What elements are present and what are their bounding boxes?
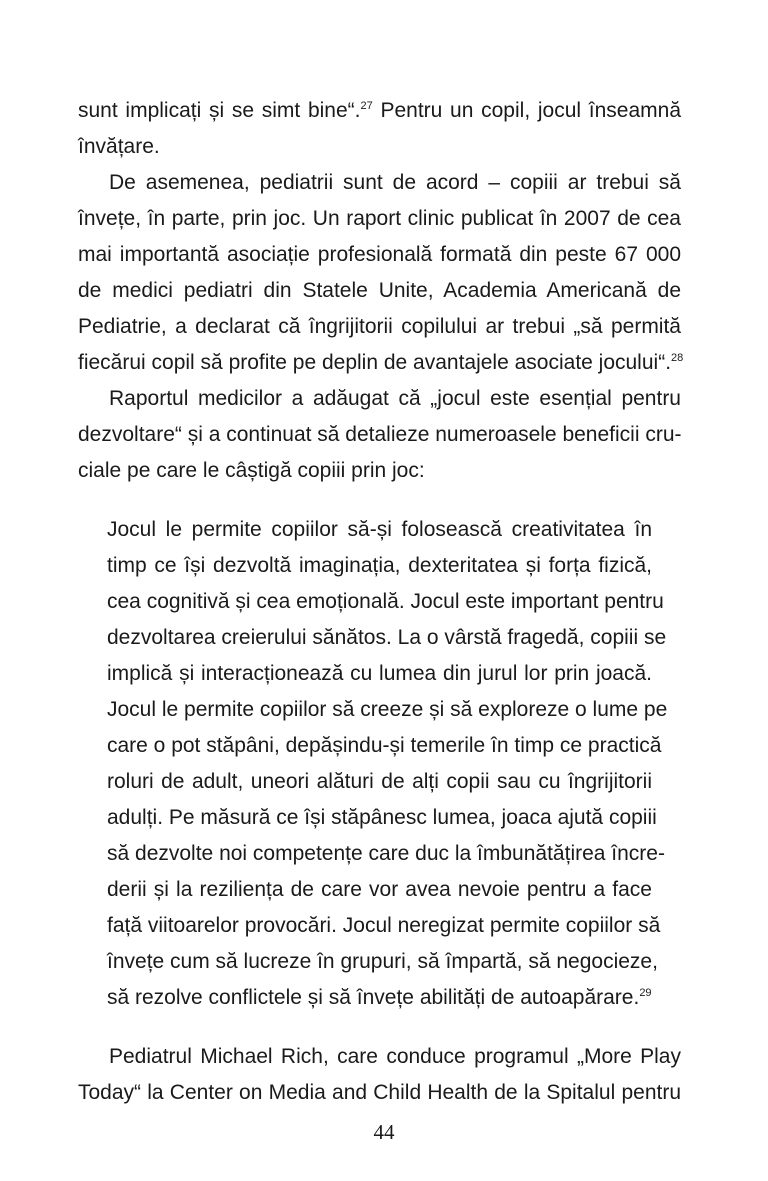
- body-line: Pediatrul Michael Rich, care conduce programul „More Play: [109, 1045, 681, 1068]
- quote-line: dezvoltarea creierului sănătos. La o vârstă fragedă, copiii se: [107, 626, 667, 649]
- body-line: sunt implicați și se simt bine“.$^{27}$ Pentru un copil, jocul înseamnă: [78, 99, 681, 122]
- quote-line: adulți. Pe măsură ce își stăpânesc lumea, joaca ajută copiii: [107, 806, 657, 829]
- page-number: 44: [373, 1120, 395, 1144]
- quote-line: roluri de adult, uneori alături de alți copii sau cu îngrijitorii: [107, 770, 652, 793]
- quote-line: față viitoarelor provocări. Jocul neregizat permite copiilor să: [107, 914, 661, 937]
- quote-line: Jocul le permite copiilor să creeze și să exploreze o lume pe: [107, 698, 668, 721]
- quote-line: să dezvolte noi competențe care duc la îmbunătățirea încre-: [107, 842, 665, 865]
- quote-line: timp ce își dezvoltă imaginația, dexteritatea și forța fizică,: [107, 554, 652, 577]
- body-line: dezvoltare“ și a continuat să detalieze numeroasele beneficii cru-: [78, 423, 682, 446]
- body-line: Pediatrie, a declarat că îngrijitorii copilului ar trebui „să permită: [78, 315, 681, 338]
- body-line: ciale pe care le câștigă copiii prin joc:: [78, 459, 425, 482]
- body-line: De asemenea, pediatrii sunt de acord – copiii ar trebui să: [109, 171, 681, 194]
- footnote-ref: 29: [639, 987, 652, 999]
- body-line: fiecărui copil să profite pe deplin de avantajele asociate jocului“.$^{28}$: [78, 351, 684, 374]
- quote-line: Jocul le permite copiilor să-și folosească creativitatea în: [107, 518, 652, 541]
- body-line: Today“ la Center on Media and Child Health de la Spitalul pentru: [78, 1081, 681, 1104]
- quote-line: să rezolve conflictele și să învețe abilități de autoapărare.$^{29}$: [107, 986, 652, 1009]
- body-line: mai importantă asociație profesională formată din peste 67 000: [78, 243, 681, 266]
- quote-line: implică și interacționează cu lumea din jurul lor prin joacă.: [107, 662, 652, 685]
- quote-line: derii și la reziliența de care vor avea nevoie pentru a face: [107, 878, 652, 901]
- footnote-ref: 28: [671, 352, 684, 364]
- quote-line: care o pot stăpâni, depășindu-și temerile în timp ce practică: [107, 734, 662, 757]
- quote-line: cea cognitivă și cea emoțională. Jocul este important pentru: [107, 590, 664, 613]
- footnote-ref: 27: [360, 100, 373, 112]
- quote-line: învețe cum să lucreze în grupuri, să împartă, să negocieze,: [107, 950, 658, 973]
- body-line: Raportul medicilor a adăugat că „jocul este esențial pentru: [109, 387, 681, 410]
- body-line: de medici pediatri din Statele Unite, Academia Americană de: [78, 279, 681, 302]
- body-line: învățare.: [78, 135, 160, 158]
- body-line: învețe, în parte, prin joc. Un raport clinic publicat în 2007 de cea: [78, 207, 681, 230]
